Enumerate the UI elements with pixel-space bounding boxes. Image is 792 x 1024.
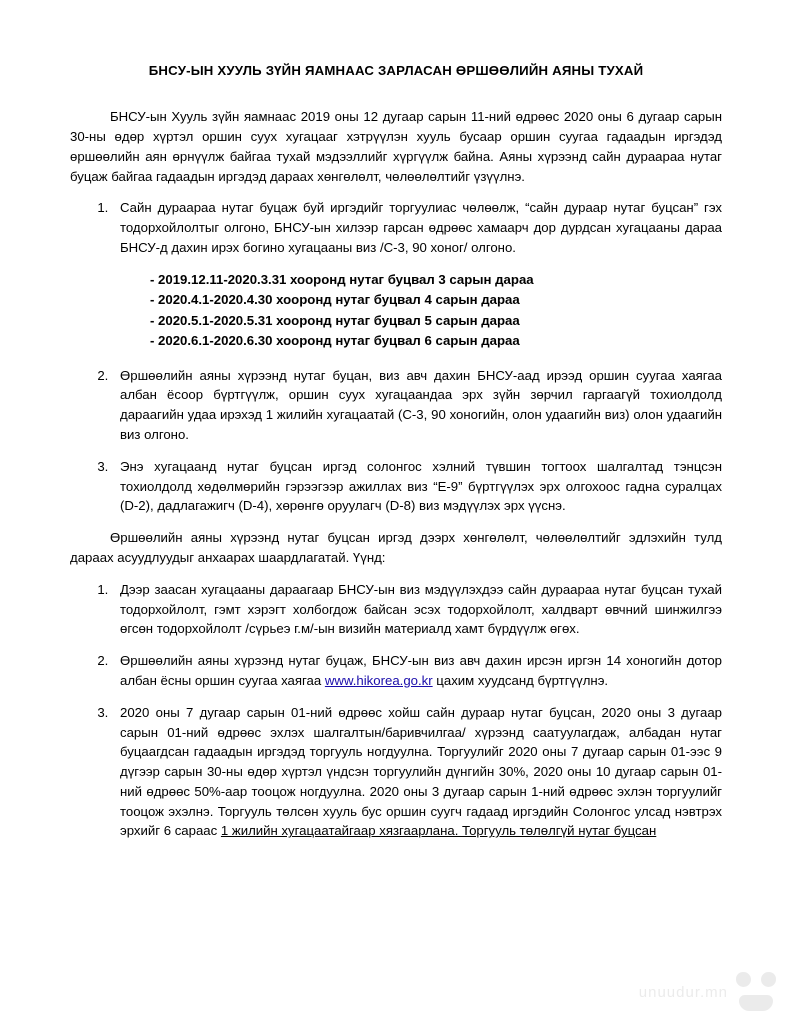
intro-paragraph: БНСУ-ын Хууль зүйн яамнаас 2019 оны 12 дугаар сарын 11-ний өдрөөс 2020 оны 6 дугаар сарын 30-ны өдөр хүртэл оршин суух хугацааг хэтрүүлэн хууль бусаар оршин суугаа гадаадын иргэдэд өршөөлийн аян өрнүүлж байгаа тухай мэдээллийг хүргүүлж байна. Аяны хүрээнд сайн дураараа нутаг буцаж байгаа гадаадын иргэдэд дараах хөнгөлөлт, чөлөөлөлтийг үзүүлнэ.	[70, 109, 722, 184]
list-item: 1. Сайн дураараа нутаг буцаж буй иргэдийг торгуулиас чөлөөлж, “сайн дураар нутаг буцсан” гэх тодорхойлолтыг олгоно, БНСУ-ын хилээр гарсан өдрөөс хамаарч дор дурдсан хугацааны дараа БНСУ-д дахин ирэх богино хугацааны виз /С-3, 90 хоног/ олгоно.	[112, 198, 722, 257]
list-item: 1. Дээр заасан хугацааны дараагаар БНСУ-ын виз мэдүүлэхдээ сайн дураараа нутаг буцсан тухай тодорхойлолт, гэмт хэрэгт холбогдож байсан эсэх тодорхойлолт, халдварт өвчний шинжилгээ өгсөн тодорхойлолт /сүрьеэ г.м/-ын визийн материалд хамт бүрдүүлж өгөх.	[112, 580, 722, 639]
watermark-text: unuudur.mn	[638, 983, 728, 1001]
date-schedule-block	[70, 270, 722, 352]
list-item-text-underlined: 1 жилийн хугацаатайгаар хязгаарлана. Торгууль төлөлгүй нутаг буцсан	[220, 823, 657, 839]
requirements-list	[70, 580, 722, 842]
watermark	[639, 972, 776, 1012]
list-item-text-main: 2020 оны 7 дугаар сарын 01-ний өдрөөс хойш сайн дураар нутаг буцсан, 2020 оны 3 дугаар сарын 01-ний өдрөөс эхлэх шалгалтын/баривчилгаа/ хүрээнд саатуулагдаж, албадан нутаг буцаагдсан гадаадын иргэдэд торгууль ногдуулна. Торгуулийг 2020 оны 7 дугаар сарын 01-ээс 9 дүгээр сарын 30-ны өдөр хүртэл үндсэн торгуулийн дүнгийн 30%, 2020 оны 10 дугаар сарын 01-ний өдрөөс 50%-аар тооцож ногдуулна. 2020 оны 3 дугаар сарын 1-ний өдрөөс эхлэн торгуулийг тооцож эхэлнэ. Торгууль төлсөн хууль бус оршин суугч гадаад иргэдийн Солонгос улсад нэвтрэх эрхийг 6 сараас	[120, 704, 722, 839]
list-item-with-underline	[112, 703, 722, 842]
benefits-list-continued	[70, 366, 722, 517]
benefits-list	[70, 198, 722, 257]
paw-logo-icon	[736, 972, 776, 1012]
list-item-text-prefix: Өршөөлийн аяны хүрээнд нутаг буцаж, БНСУ-ын виз авч дахин ирсэн иргэн 14 хоногийн дотор албан ёсны оршин суугаа хаягаа	[120, 653, 722, 688]
second-intro-paragraph: Өршөөлийн аяны хүрээнд нутаг буцсан иргэд дээрх хөнгөлөлт, чөлөөлөлтийг эдлэхийн тулд дараах асуудлуудыг анхаарах шаардлагатай. Үүнд:	[70, 530, 722, 565]
date-line: - 2020.5.1-2020.5.31 хооронд нутаг буцвал 5 сарын дараа	[150, 312, 520, 328]
list-item-with-link	[112, 651, 722, 691]
date-line: - 2019.12.11-2020.3.31 хооронд нутаг буцвал 3 сарын дараа	[150, 271, 534, 287]
list-item: 2. Өршөөлийн аяны хүрээнд нутаг буцан, виз авч дахин БНСУ-аад ирээд оршин суугаа хаягаа албан ёсоор бүртгүүлж, оршин суух хугацаандаа эрх зүйн зөрчил гаргаагүй тохиолдолд дараагийн удаа ирэхэд 1 жилийн хугацаатай (С-3, 90 хоногийн, олон удаагийн виз) олон удаагийн виз олгоно.	[112, 366, 722, 445]
page-title: БНСУ-ЫН ХУУЛЬ ЗҮЙН ЯАМНААС ЗАРЛАСАН ӨРШӨӨЛИЙН АЯНЫ ТУХАЙ	[148, 63, 644, 78]
hikorea-link[interactable]: www.hikorea.go.kr	[324, 672, 433, 688]
list-item: 3. Энэ хугацаанд нутаг буцсан иргэд солонгос хэлний түвшин тогтоох шалгалтад тэнцсэн тохиолдолд хөдөлмөрийн гэрээгээр ажиллах виз “Е-9” бүртгүүлэх эрх олгохоос гадна суралцах (D-2), дадлагажигч (D-4), хөрөнгө оруулагч (D-8) виз мэдүүлэх эрх үүснэ.	[112, 457, 722, 516]
list-item-text-suffix: цахим хуудсанд бүртгүүлнэ.	[432, 672, 609, 688]
date-line: - 2020.6.1-2020.6.30 хооронд нутаг буцвал 6 сарын дараа	[150, 333, 520, 349]
date-line: - 2020.4.1-2020.4.30 хооронд нутаг буцвал 4 сарын дараа	[150, 292, 520, 308]
